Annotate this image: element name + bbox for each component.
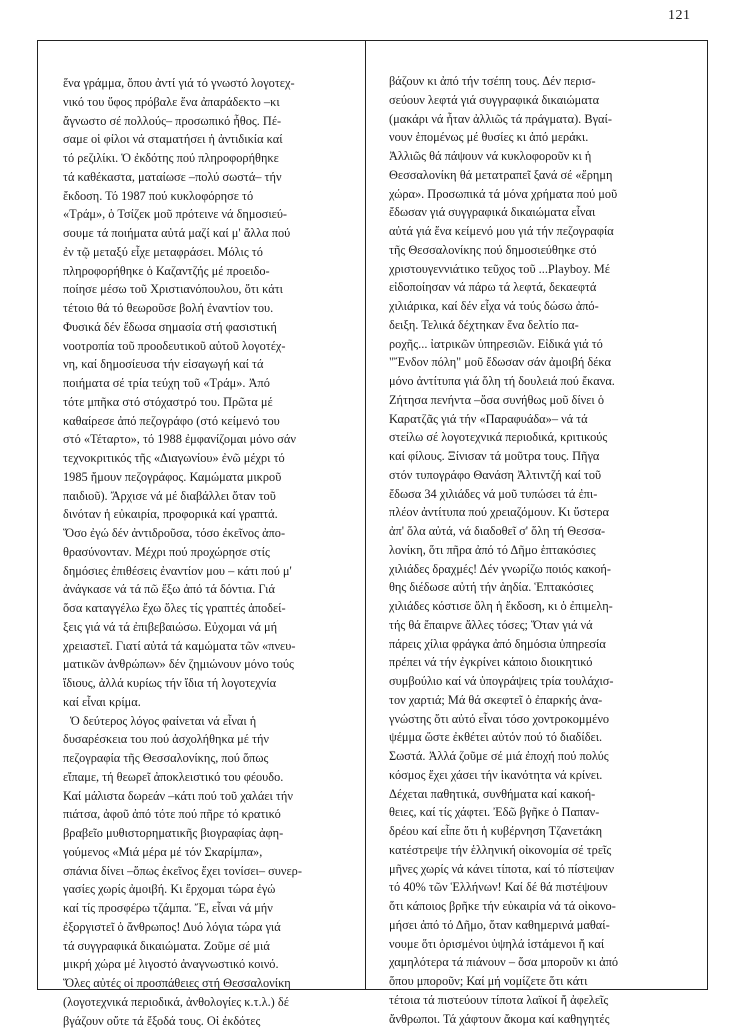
text-line: 1985 ἤμουν πεζογράφος. Καμώματα μικροῦ: [63, 468, 302, 487]
text-line: Καρατζᾶς γιά τήν «Παραφυάδα»– νά τά: [389, 410, 618, 429]
text-line: μήσει ἀπό τό Δῆμο, ὅταν καθημερινά μαθαί-: [389, 916, 618, 935]
text-line: χαμηλότερα τά πιάνουν – ὅσα μποροῦν κι ἀπό: [389, 953, 618, 972]
text-line: ἄνθρωποι. Τά χάφτουν ἄκομα καί καθηγητές: [389, 1010, 618, 1029]
text-line: (μακάρι νά ἦταν ἀλλιῶς τά πράγματα). Βγαί-: [389, 110, 618, 129]
text-line: πάρεις χίλια φράγκα ἀπό δημόσια ὑπηρεσία: [389, 635, 618, 654]
text-line: νη, καί δημοσίευσα τήν εἰσαγωγή καί τά: [63, 355, 302, 374]
text-line: τότε μπῆκα στό στόχαστρό του. Πρῶτα μέ: [63, 393, 302, 412]
text-line: ἕνα γράμμα, ὅπου ἀντί γιά τό γνωστό λογοτεχ-: [63, 74, 302, 93]
text-line: Ἀλλιῶς θά πάψουν νά κυκλοφοροῦν κι ἡ: [389, 147, 618, 166]
text-line: χιλιάδες δραχμές! Δέν γνωρίζω ποιός κακοή-: [389, 560, 618, 579]
text-line: Καί μάλιστα δωρεάν –κάτι πού τοῦ χαλάει τήν: [63, 787, 302, 806]
text-line: μικρή χώρα μέ λιγοστό ἀναγνωστικό κοινό.: [63, 955, 302, 974]
text-line: ἀνάγκασε νά τά πῶ ἔξω ἀπό τά δόντια. Γιά: [63, 580, 302, 599]
text-line: χιλιάρικα, καί δέν εἶχα νά τούς δώσω ἀπό-: [389, 297, 618, 316]
text-line: καθαίρεσε ἀπό πεζογράφο (στό κείμενό του: [63, 412, 302, 431]
text-line: ἔδωσα 34 χιλιάδες νά μοῦ τυπώσει τά ἐπι-: [389, 485, 618, 504]
text-line: στόν τυπογράφο Θανάση Ἀλτιντζή καί τοῦ: [389, 466, 618, 485]
text-line: πληροφορήθηκε ὁ Καζαντζής μέ προειδο-: [63, 262, 302, 281]
text-line: τέτοιο θά τό θεωροῦσε βολή ἐναντίον του.: [63, 299, 302, 318]
text-line: λονίκη, ὅτι πῆρα ἀπό τό Δῆμο ἑπτακόσιες: [389, 541, 618, 560]
text-line: βραβεῖο μυθιστορηματικῆς βιογραφίας ἀφη-: [63, 824, 302, 843]
text-line: Δέχεται παθητικά, συνθήματα καί κακοή-: [389, 785, 618, 804]
text-line: νουν ἑπομένως μέ θυσίες κι ἀπό μεράκι.: [389, 128, 618, 147]
text-line: ὅτι κάποιος βρῆκε τήν εὐκαιρία νά τά οἰκονο-: [389, 897, 618, 916]
text-line: πεζογραφία τῆς Θεσσαλονίκης, πού ὅπως: [63, 749, 302, 768]
text-line: τής θά ἔπαιρνε ἄλλες τόσες; Ὅταν γιά νά: [389, 616, 618, 635]
text-line: ψέμμα ὥστε ἐκθέτει αὐτόν πού τό διαδίδει.: [389, 728, 618, 747]
text-line: τέτοια τά πιστεύουν τίποτα λαϊκοί ἤ ἀφελεῖς: [389, 991, 618, 1010]
text-line: ροχῆς... ἰατρικῶν ὑπηρεσιῶν. Εἰδικά γιά τό: [389, 335, 618, 354]
text-line: χώρα». Προσωπικά τά μόνα χρήματα πού μοῦ: [389, 185, 618, 204]
text-line: πιάτσα, ἀφοῦ ἀπό τότε πού πῆρε τό κρατικό: [63, 805, 302, 824]
text-line: Σωστά. Ἀλλά ζοῦμε σέ μιά ἐποχή πού πολύς: [389, 747, 618, 766]
text-line: τά καθέκαστα, ματαίωσε –πολύ σωστά– τήν: [63, 168, 302, 187]
text-line: καί τίς προσφέρω τζάμπα. Ἔ, εἶναι νά μήν: [63, 899, 302, 918]
left-column: [63, 74, 302, 1030]
column-divider: [365, 40, 366, 990]
text-line: δρέου καί εἶπε ὅτι ἡ κυβέρνηση Τζανετάκη: [389, 822, 618, 841]
text-line: ἔκδοση. Τό 1987 πού κυκλοφόρησε τό: [63, 187, 302, 206]
text-line: θειες, καί τίς χάφτει. Ἐδῶ βγῆκε ὁ Παπαν-: [389, 803, 618, 822]
text-line: ἔδωσαν γιά συγγραφικά δικαιώματα εἶναι: [389, 203, 618, 222]
text-line: δυσαρέσκεια του πού ἀσχολήθηκα μέ τήν: [63, 730, 302, 749]
text-line: ὅσα καταγγέλω ἔχω ὅλες τίς γραπτές ἀποδεί-: [63, 599, 302, 618]
text-line: Φυσικά δέν ἔδωσα σημασία στή φασιστική: [63, 318, 302, 337]
text-line: ἐν τῷ μεταξύ εἶχε μεταφράσει. Μόλις τό: [63, 243, 302, 262]
text-line: αὐτά γιά ἕνα κείμενό μου γιά τήν πεζογραφία: [389, 222, 618, 241]
text-line: τον χαρτιά; Μά θά σκεφτεῖ ὁ ἐπαρκής ἀνα-: [389, 691, 618, 710]
text-line: γούμενος «Μιά μέρα μέ τόν Σκαρίμπα»,: [63, 843, 302, 862]
text-line: ἴδιους, ἀλλά κυρίως τήν ἴδια τή λογοτεχνία: [63, 674, 302, 693]
text-line: "Ἔνδον πόλη" μοῦ ἔδωσαν σάν ἀμοιβή δέκα: [389, 353, 618, 372]
text-line: γασίες χωρίς ἀμοιβή. Κι ἔρχομαι τώρα ἐγώ: [63, 880, 302, 899]
text-line: νουμε ὅτι ὁρισμένοι ὑψηλά ἱστάμενοι ἤ καί: [389, 935, 618, 954]
text-line: σαμε οἱ φίλοι νά σταματήσει ἡ ἀντιδικία καί: [63, 130, 302, 149]
text-line: τῆς Θεσσαλονίκης πού δημοσιεύθηκε στό: [389, 241, 618, 260]
text-line: μόνο ἀντίτυπα γιά ὅλη τή δουλειά πού ἔκανα.: [389, 372, 618, 391]
text-line: εἰδοποίησαν νά πάρω τά λεφτά, δεκαεφτά: [389, 278, 618, 297]
text-line: ἄγνωστο σέ πολλούς– προσωπικό ἦθος. Πέ-: [63, 112, 302, 131]
text-line: νικό του ὕφος πρόβαλε ἕνα ἀπαράδεκτο –κι: [63, 93, 302, 112]
text-line: κόσμος ἔχει χάσει τήν ἱκανότητα νά κρίνει.: [389, 766, 618, 785]
text-line: τεχνοκριτικός τῆς «Διαγωνίου» ἐνῶ μέχρι τό: [63, 449, 302, 468]
text-line: σουμε τά ποιήματα αὐτά μαζί καί μ' ἄλλα πού: [63, 224, 302, 243]
text-line: σπάνια δίνει –ὅπως ἐκεῖνος ἔχει τονίσει– συνερ-: [63, 862, 302, 881]
text-line: Ζήτησα πενήντα –ὅσα συνήθως μοῦ δίνει ὁ: [389, 391, 618, 410]
text-line: δειξη. Τελικά δέχτηκαν ἕνα δελτίο πα-: [389, 316, 618, 335]
text-line: «Τράμ», ὁ Τσίζεκ μοῦ πρότεινε νά δημοσιεύ-: [63, 205, 302, 224]
text-line: στό «Τέταρτο», τό 1988 ἐμφανίζομαι μόνο σάν: [63, 430, 302, 449]
text-line: γνώστης ὅτι αὐτό εἶναι τόσο χοντροκομμένο: [389, 710, 618, 729]
text-line: χιλιάδες κόστισε ὅλη ἡ ἔκδοση, κι ὁ ἐπιμελη-: [389, 597, 618, 616]
text-line: θης διέδωσε αὐτή τήν ἀηδία. Ἑπτακόσιες: [389, 578, 618, 597]
text-line: στείλω σέ λογοτεχνικά περιοδικά, κριτικούς: [389, 428, 618, 447]
text-line: Ὁ δεύτερος λόγος φαίνεται νά εἶναι ἡ: [63, 712, 302, 731]
text-line: Ὅσο ἐγώ δέν ἀντιδροῦσα, τόσο ἐκεῖνος ἀπο-: [63, 524, 302, 543]
right-column: [389, 72, 618, 1028]
text-line: Ὅλες αὐτές οἱ προσπάθειες στή Θεσσαλονίκη: [63, 974, 302, 993]
text-line: πλέον ἀντίτυπα πού χρειαζόμουν. Κι ὕστερα: [389, 503, 618, 522]
text-line: μῆνες χωρίς νά κάνει τίποτα, καί τό πίστεψαν: [389, 860, 618, 879]
text-line: βάζουν κι ἀπό τήν τσέπη τους. Δέν περισ-: [389, 72, 618, 91]
text-line: χρειαστεῖ. Γιατί αὐτά τά καμώματα τῶν «πνευ-: [63, 637, 302, 656]
text-line: σεύουν λεφτά γιά συγγραφικά δικαιώματα: [389, 91, 618, 110]
text-line: τό 40% τῶν Ἑλλήνων! Καί δέ θά πιστέψουν: [389, 878, 618, 897]
text-line: ξεις γιά νά τά ἐπιβεβαιώσω. Εὐχομαι νά μή: [63, 618, 302, 637]
text-line: ἐξοργιστεῖ ὁ ἄνθρωπος! Δυό λόγια τώρα γιά: [63, 918, 302, 937]
text-line: δημόσιες ἐπιθέσεις ἐναντίον μου – κάτι πού μ': [63, 562, 302, 581]
text-line: Θεσσαλονίκη θά μετατραπεῖ ξανά σέ «ἔρημη: [389, 166, 618, 185]
text-line: ματικῶν ἀνθρώπων» δέν ζημιώνουν μόνο τούς: [63, 655, 302, 674]
page-number: 121: [668, 8, 691, 24]
text-line: νοοτροπία τοῦ προοδευτικοῦ αὐτοῦ λογοτέχ-: [63, 337, 302, 356]
text-line: βγάζουν οὔτε τά ἔξοδά τους. Οἱ ἐκδότες: [63, 1012, 302, 1030]
text-line: κατέστρεψε τήν ἑλληνική οἰκονομία σέ τρεῖς: [389, 841, 618, 860]
text-line: τά συγγραφικά δικαιώματα. Ζοῦμε σέ μιά: [63, 937, 302, 956]
text-line: εἴπαμε, τή θεωρεῖ ἀποκλειστικό του φέουδο.: [63, 768, 302, 787]
text-line: καί φίλους. Ξίνισαν τά μοῦτρα τους. Πῆγα: [389, 447, 618, 466]
text-line: ποιήματα σέ τρία τεύχη τοῦ «Τράμ». Ἀπό: [63, 374, 302, 393]
text-line: θρασύνονταν. Μέχρι πού προχώρησε στίς: [63, 543, 302, 562]
text-line: ὅπου μποροῦν; Καί μή νομίζετε ὅτι κάτι: [389, 972, 618, 991]
text-line: συμβούλιο καί νά ὑπογράψεις τρία τουλάχισ-: [389, 672, 618, 691]
text-line: ποίησε μέσω τοῦ Χριστιανόπουλου, ὅτι κάτι: [63, 280, 302, 299]
text-line: πρέπει νά τήν ἐγκρίνει κάποιο διοικητικό: [389, 653, 618, 672]
text-line: καί εἶναι κρίμα.: [63, 693, 302, 712]
text-line: ἀπ' ὅλα αὐτά, νά διαδοθεῖ σ' ὅλη τή Θεσσα-: [389, 522, 618, 541]
text-line: χριστουγεννιάτικο τεῦχος τοῦ ...Playboy. Μέ: [389, 260, 618, 279]
text-line: τό ρεζιλίκι. Ὁ ἐκδότης πού πληροφορήθηκε: [63, 149, 302, 168]
text-line: παιδιοῦ). Ἄρχισε νά μέ διαβάλλει ὅταν τοῦ: [63, 487, 302, 506]
text-line: δινόταν ἡ εὐκαιρία, προφορικά καί γραπτά.: [63, 505, 302, 524]
text-line: (λογοτεχνικά περιοδικά, ἀνθολογίες κ.τ.λ.) δέ: [63, 993, 302, 1012]
